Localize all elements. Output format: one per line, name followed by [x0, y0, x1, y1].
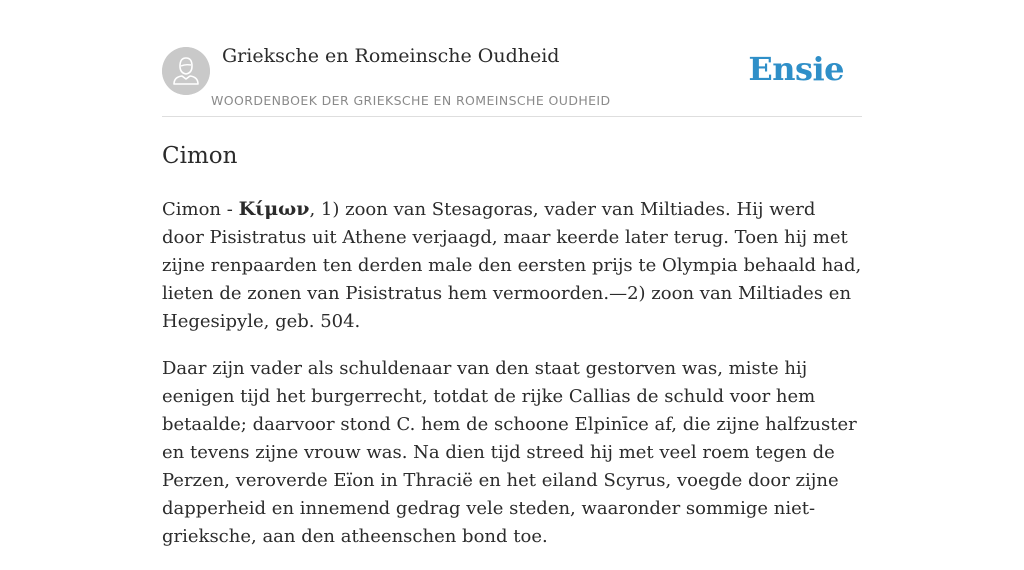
entry-lead: Cimon - [162, 199, 239, 220]
source-subtitle: WOORDENBOEK DER GRIEKSCHE EN ROMEINSCHE OUDHEID [211, 93, 611, 108]
source-avatar[interactable] [162, 47, 210, 95]
entry-paragraph-2: Daar zijn vader als schuldenaar van den staat gestorven was, miste hij eenigen tijd het burgerrecht, totdat de rijke Callias de schuld voor hem betaalde; daarvoor stond C. hem de schoone Elpinīce af, die zijne halfzuster en tevens zijne vrouw was. Na dien tijd streed hij met veel roem tegen de Perzen, veroverde Eïon in Thracië en het eiland Scyrus, voegde door zijne dapperheid en innemend gedrag vele steden, waaronder sommige niet-grieksche, aan den atheenschen bond toe. [162, 358, 857, 547]
entry-body [162, 195, 862, 551]
entry-title: Cimon [162, 143, 238, 169]
page-container [162, 0, 862, 570]
ensie-logo[interactable]: Ensie [748, 50, 844, 88]
entry-paragraph-1 [162, 195, 862, 336]
user-outline-icon [162, 47, 210, 95]
source-title-link[interactable]: Grieksche en Romeinsche Oudheid [222, 45, 560, 67]
entry-paragraph-1-text: , 1) zoon van Stesagoras, vader van Miltiades. Hij werd door Pisistratus uit Athene verjaagd, maar keerde later terug. Toen hij met zijne renpaarden ten derden male den eersten prijs te Olympia behaald had, lieten de zonen van Pisistratus hem vermoorden.—2) zoon van Miltiades en Hegesipyle, geb. 504. [162, 199, 862, 332]
source-header [162, 0, 862, 117]
greek-name: Κίμων [238, 198, 310, 220]
